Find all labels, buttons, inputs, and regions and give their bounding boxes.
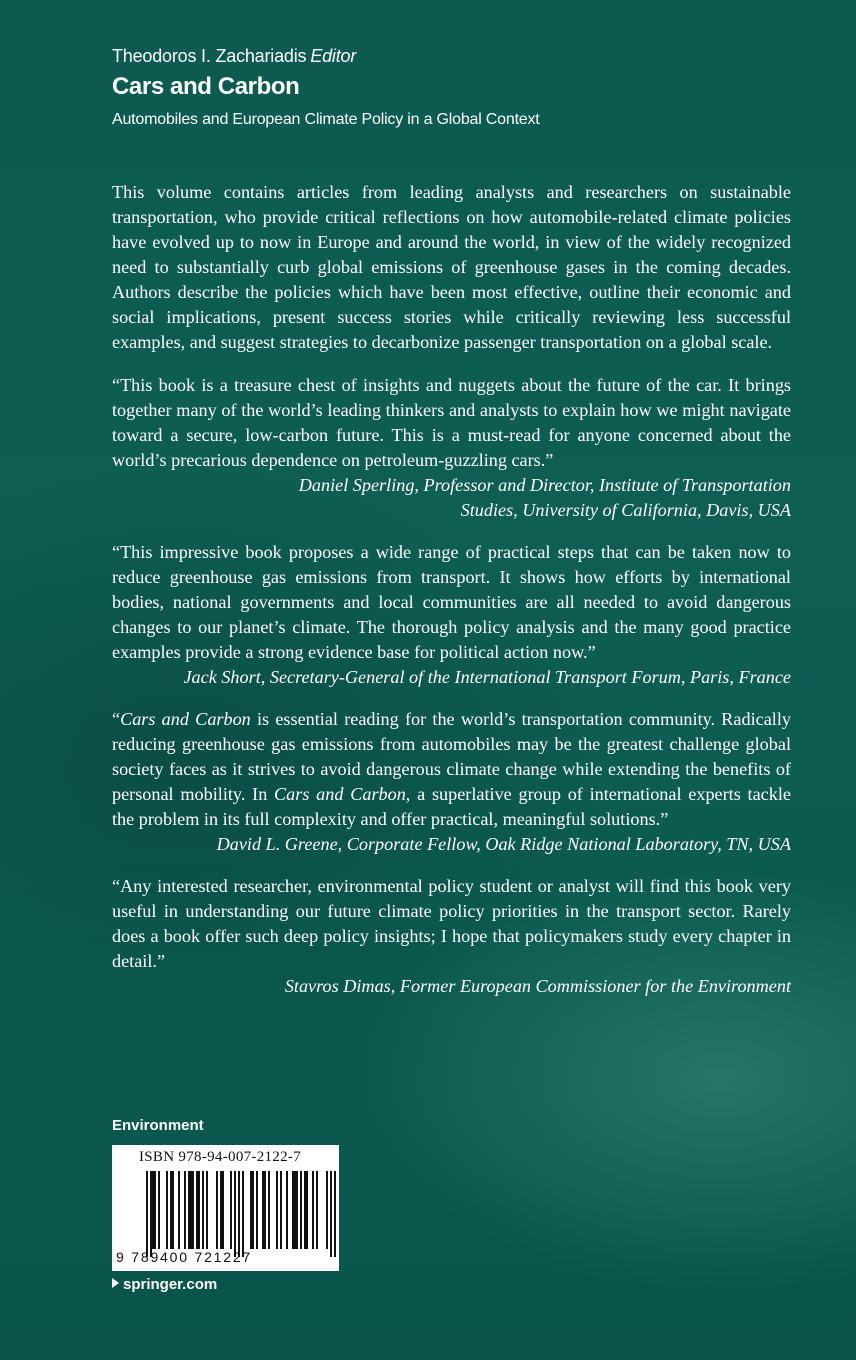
editor-name: Theodoros I. Zachariadis	[112, 46, 307, 66]
barcode-bar	[330, 1171, 332, 1257]
barcode-bar	[158, 1171, 160, 1249]
barcode-bar	[146, 1171, 148, 1257]
blurb-quote: “Any interested researcher, environmental policy student or analyst will find this book very useful in understanding our future climate policy priorities in the transport sector. Rarely does a book offer such deep policy insights; I hope that policymakers study every chapter in detail.”	[112, 876, 791, 971]
barcode-bar	[304, 1171, 308, 1249]
attribution-line: David L. Greene, Corporate Fellow, Oak Ridge National Laboratory, TN, USA	[216, 834, 791, 854]
blurb-short	[112, 540, 791, 690]
blurb-quote: “This impressive book proposes a wide range of practical steps that can be taken now to reduce greenhouse gas emissions from transport. It shows how efforts by international bodies, national governments and local communities are all needed to avoid dangerous changes to our planet’s climate. The thorough policy analysis and the many good practice examples provide a strong evidence base for political action now.”	[112, 542, 791, 662]
quote-book-title: Cars and Carbon,	[274, 784, 411, 804]
barcode-bar	[170, 1171, 174, 1249]
barcode-bar	[150, 1171, 152, 1257]
book-title: Cars and Carbon	[112, 73, 300, 100]
blurb-sperling	[112, 373, 791, 523]
barcode-bar	[234, 1171, 236, 1257]
editor-role: Editor	[310, 46, 357, 66]
attribution-line: Jack Short, Secretary-General of the International Transport Forum, Paris, France	[183, 667, 791, 687]
barcode-bar	[216, 1171, 218, 1249]
editor-line	[112, 44, 812, 68]
barcode-bar	[286, 1171, 288, 1249]
publisher-website[interactable]	[112, 1276, 217, 1293]
body-text	[112, 180, 791, 1016]
isbn-label: ISBN 978-94-007-2122-7	[139, 1149, 302, 1165]
barcode-bar	[152, 1171, 156, 1249]
barcode-bar	[262, 1171, 266, 1249]
barcode-bar	[276, 1171, 278, 1249]
header	[112, 44, 812, 130]
book-description: This volume contains articles from leading analysts and researchers on sustainable transportation, who provide critical reflections on how automobile-related climate policies have evolved up to now in Europe and around the world, in view of the widely recognized need to substantially curb global emissions of greenhouse gases in the coming decades. Authors describe the policies which have been most effective, outline their economic and social implications, present success stories while critically reviewing less successful examples, and suggest strategies to decarbonize passenger transportation on a global scale.	[112, 182, 791, 352]
blurb-dimas	[112, 874, 791, 999]
attribution-line: Studies, University of California, Davis, USA	[460, 500, 791, 520]
barcode-bar	[184, 1171, 186, 1249]
attribution-line: Stavros Dimas, Former European Commissioner for the Environment	[284, 976, 791, 996]
barcode-bar	[300, 1171, 302, 1249]
barcode-bar	[178, 1171, 180, 1249]
blurb-attribution	[112, 665, 791, 690]
quote-text: a superlative group of international experts tackle the problem in its full complexity and offer practical, meaningful solutions.”	[112, 784, 791, 829]
barcode-bar	[230, 1171, 232, 1249]
barcode-digits: 9 789400 721227	[116, 1249, 252, 1265]
barcode-bar	[166, 1171, 168, 1249]
blurb-quote: “This book is a treasure chest of insights and nuggets about the future of the car. It brings together many of the world’s leading thinkers and analysts to explain how we might navigate toward a secure, low-carbon future. This is a must-read for anyone concerned about the world’s precarious dependence on petroleum-guzzling cars.”	[112, 375, 791, 470]
category-label: Environment	[112, 1117, 204, 1134]
barcode-bar	[206, 1171, 208, 1249]
barcode-bar	[188, 1171, 194, 1249]
quote-text: is essential reading for the world’s transportation community. Radically reducing greenhouse gas emissions from automobiles may be the greatest challenge global society faces as it strives to avoid dangerous climate change while extending the benefits of personal mobility. In	[112, 709, 791, 804]
barcode-bar	[268, 1171, 270, 1249]
barcode-bar	[280, 1171, 282, 1249]
arrow-right-icon	[112, 1278, 119, 1288]
blurb-attribution	[112, 832, 791, 857]
barcode-bar	[242, 1171, 244, 1257]
quote-book-title: Cars and Carbon	[120, 709, 251, 729]
barcode-bar	[326, 1171, 328, 1249]
blurb-attribution	[112, 974, 791, 999]
barcode-bar	[334, 1171, 336, 1257]
barcode-bar	[312, 1171, 314, 1249]
barcode-bar	[256, 1171, 258, 1249]
attribution-line: Daniel Sperling, Professor and Director, Institute of Transportation	[298, 475, 791, 495]
barcode-bar	[238, 1171, 240, 1257]
barcode-bar	[220, 1171, 224, 1249]
quote-open: “	[112, 709, 121, 729]
blurb-attribution	[112, 473, 791, 523]
isbn-barcode	[112, 1145, 339, 1271]
barcode-bar	[316, 1171, 318, 1249]
barcode-bar	[196, 1171, 200, 1249]
book-subtitle: Automobiles and European Climate Policy in a Global Context	[112, 111, 540, 128]
barcode-bar	[202, 1171, 204, 1249]
blurb-quote	[112, 707, 791, 832]
barcode-bar	[292, 1171, 298, 1249]
barcode-bar	[250, 1171, 254, 1249]
blurb-greene	[112, 707, 791, 857]
website-label: springer.com	[123, 1276, 218, 1293]
